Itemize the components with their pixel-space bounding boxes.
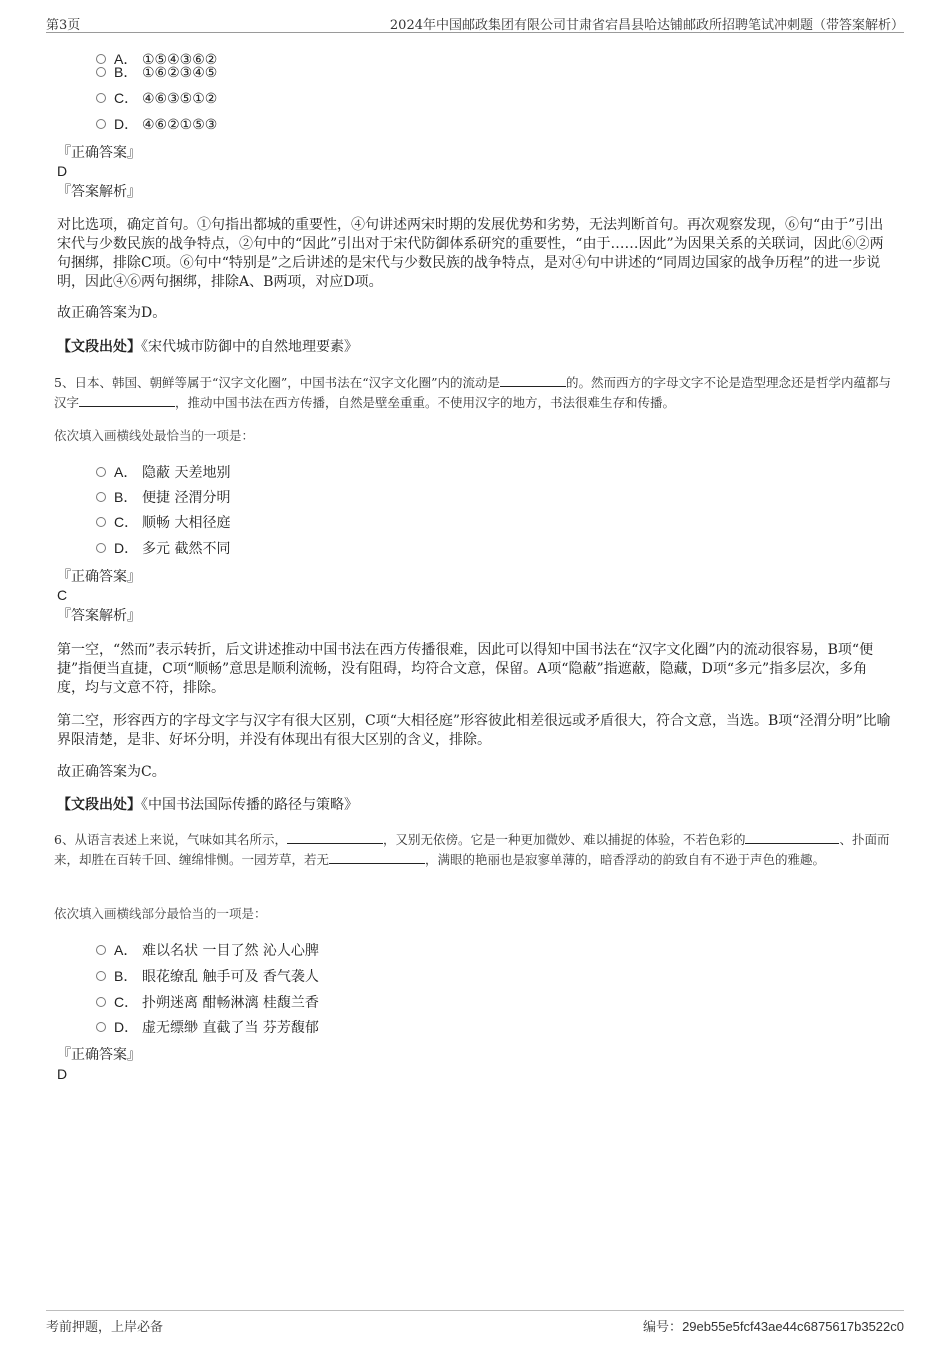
page-header: [46, 10, 904, 33]
q4-option-b[interactable]: B． ①⑥②③④⑤: [96, 63, 217, 82]
radio-icon[interactable]: [96, 467, 106, 477]
q4-option-c[interactable]: C． ④⑥③⑤①②: [96, 89, 217, 108]
q5-option-d[interactable]: D． 多元 截然不同: [96, 539, 230, 558]
source-title: 《宋代城市防御中的自然地理要素》: [141, 339, 358, 355]
fill-blank: [745, 831, 839, 844]
fill-blank: [79, 394, 175, 407]
q6-stem: 6、从语言表述上来说，气味如其名所示， ，又别无依傍。它是一种更加微妙、难以捕捉的体验，不若色彩的 、扑面而来，却胜在百转千回、缠绵悱恻。一园芳草，若无 ，满眼的艳丽也是寂寥单薄的，暗香浮动的韵致自有不逊于声色的雅趣。: [54, 832, 890, 867]
q6-option-c[interactable]: C． 扑朔迷离 酣畅淋漓 桂馥兰香: [96, 993, 319, 1012]
q5-option-b[interactable]: B． 便捷 泾渭分明: [96, 488, 230, 507]
q5-source: [57, 796, 358, 815]
page-number: 第3页: [46, 18, 81, 33]
q6-answer: D: [57, 1066, 68, 1082]
q4-analysis-label: 『答案解析』: [57, 184, 141, 200]
q5-analysis-label: 『答案解析』: [57, 608, 141, 624]
q6-option-a[interactable]: A． 难以名状 一目了然 沁人心脾: [96, 941, 319, 960]
source-tag: 【文段出处】: [57, 339, 141, 355]
fill-blank: [329, 851, 425, 864]
radio-icon[interactable]: [96, 517, 106, 527]
document-code: 编号：29eb55e5fcf43ae44c6875617b3522c0: [643, 1319, 904, 1335]
fill-blank: [500, 374, 566, 387]
radio-icon[interactable]: [96, 997, 106, 1007]
radio-icon[interactable]: [96, 945, 106, 955]
fill-blank: [287, 831, 383, 844]
q4-answer: D: [57, 163, 68, 179]
q4-analysis-paragraph: 对比选项，确定首句。①句指出都城的重要性，④句讲述两宋时期的发展优势和劣势，无法判断首句。再次观察发现，⑥句“由于”引出宋代与少数民族的战争特点，②句中的“因此”引出对于宋代防御体系研究的重要性，“由于……因此”为因果关系的关联词，因此⑥②两句捆绑，排除C项。⑥句中“特别是”之后讲述的是宋代与少数民族的战争特点，是对④句中讲述的“同周边国家的战争历程”的进一步说明，因此④⑥两句捆绑，排除A、B两项，对应D项。: [57, 217, 884, 290]
q4-source: [57, 338, 358, 357]
q4-option-d[interactable]: D． ④⑥②①⑤③: [96, 115, 217, 134]
q5-analysis-paragraph-1: 第一空，“然而”表示转折，后文讲述推动中国书法在西方传播很难，因此可以得知中国书法在“汉字文化圈”内的流动很容易，B项“便捷”指便当直捷，C项“顺畅”意思是顺利流畅，没有阻碍，均符合文意，保留。A项“隐蔽”指遮蔽，隐藏，D项“多元”指多层次，多角度，均与文意不符，排除。: [57, 642, 874, 696]
q5-answer: C: [57, 587, 68, 603]
document-title: 2024年中国邮政集团有限公司甘肃省宕昌县哈达铺邮政所招聘笔试冲刺题（带答案解析）: [389, 18, 904, 33]
q5-analysis-paragraph-2: 第二空，形容西方的字母文字与汉字有很大区别，C项“大相径庭”形容彼此相差很远或矛盾很大，符合文意，当选。B项“泾渭分明”比喻界限清楚，是非、好坏分明，并没有体现出有很大区别的含义，排除。: [57, 713, 891, 748]
q4-conclusion: 故正确答案为D。: [57, 305, 167, 321]
radio-icon[interactable]: [96, 543, 106, 553]
radio-icon[interactable]: [96, 93, 106, 103]
footer-slogan: 考前押题，上岸必备: [46, 1320, 164, 1335]
q6-answer-label: 『正确答案』: [57, 1047, 141, 1063]
q5-option-c[interactable]: C． 顺畅 大相径庭: [96, 513, 230, 532]
q5-option-a[interactable]: A． 隐蔽 天差地别: [96, 463, 230, 482]
radio-icon[interactable]: [96, 1022, 106, 1032]
q4-answer-label: 『正确答案』: [57, 145, 141, 161]
q6-prompt: 依次填入画横线部分最恰当的一项是：: [54, 906, 267, 921]
q6-option-d[interactable]: D． 虚无缥缈 直截了当 芬芳馥郁: [96, 1018, 319, 1037]
radio-icon[interactable]: [96, 67, 106, 77]
page-footer: [46, 1310, 904, 1335]
q5-stem: 5、日本、韩国、朝鲜等属于“汉字文化圈”，中国书法在“汉字文化圈”内的流动是 的。然而西方的字母文字不论是造型理念还是哲学内蕴都与汉字 ，推动中国书法在西方传播，自然是壁垒重重。不使用汉字的地方，书法很难生存和传播。: [54, 375, 892, 410]
radio-icon[interactable]: [96, 492, 106, 502]
radio-icon[interactable]: [96, 971, 106, 981]
radio-icon[interactable]: [96, 119, 106, 129]
q6-option-b[interactable]: B． 眼花缭乱 触手可及 香气袭人: [96, 967, 319, 986]
source-tag: 【文段出处】: [57, 797, 141, 813]
q5-prompt: 依次填入画横线处最恰当的一项是：: [54, 428, 255, 443]
source-title: 《中国书法国际传播的路径与策略》: [141, 797, 358, 813]
q5-conclusion: 故正确答案为C。: [57, 764, 166, 780]
q5-answer-label: 『正确答案』: [57, 569, 141, 585]
q4-option-a[interactable]: A． ①⑤④③⑥②: [96, 50, 217, 69]
